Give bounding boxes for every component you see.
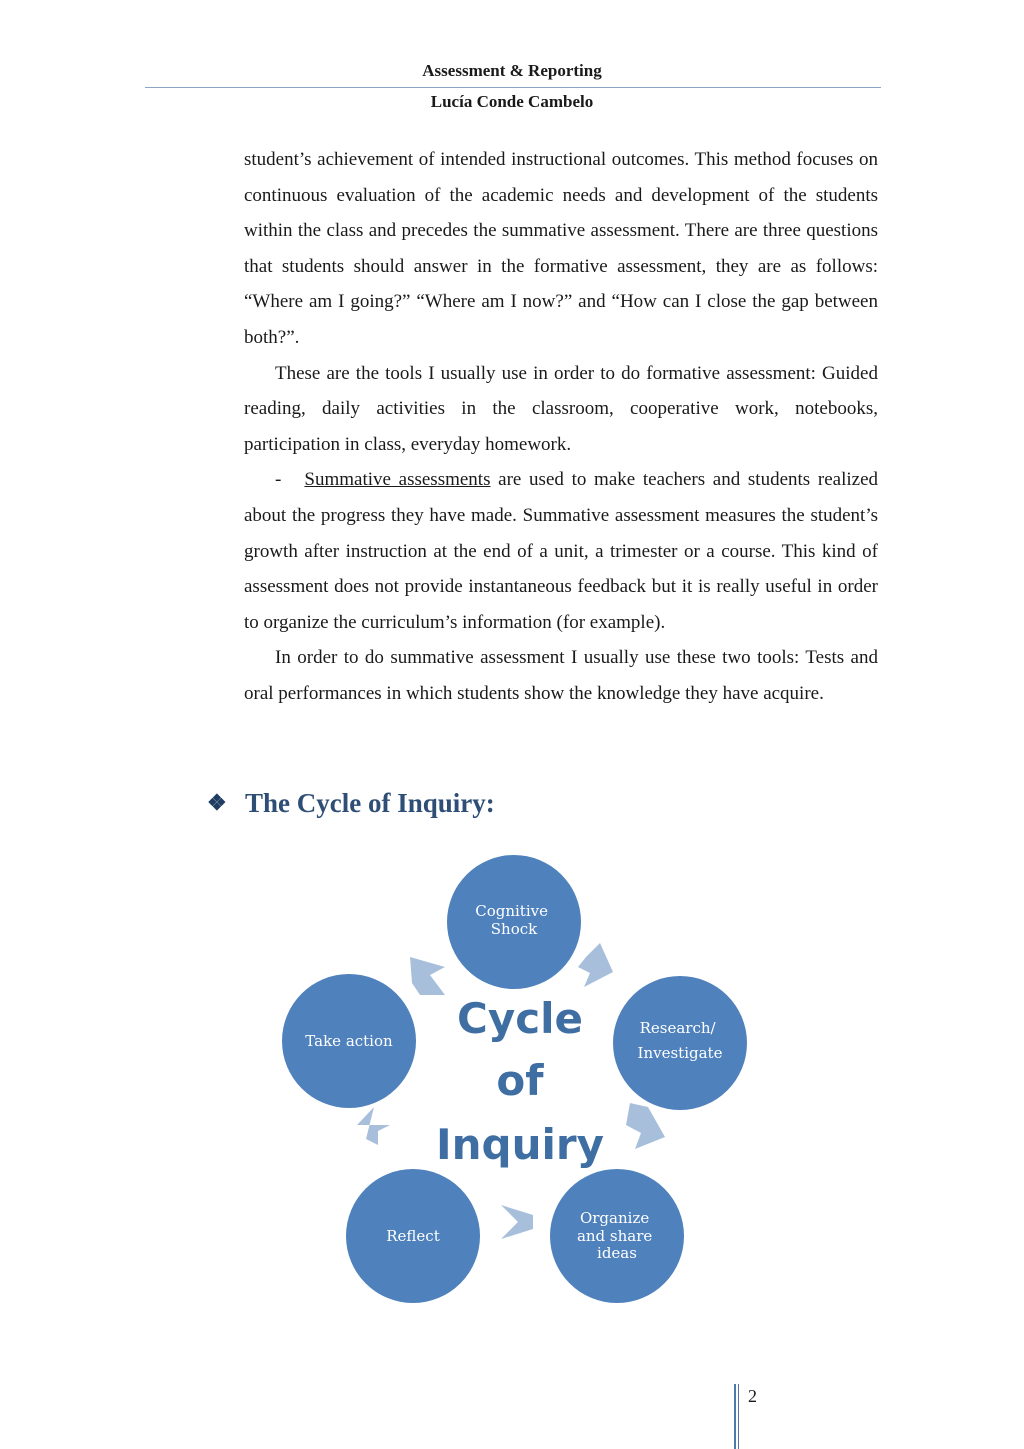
- arrow-icon: [357, 1107, 390, 1145]
- node-research-investigate: Research/ Investigate: [637, 1019, 723, 1062]
- page-number: 2: [748, 1386, 757, 1406]
- body-text: [244, 142, 878, 712]
- center-title-line1: Cycle: [457, 994, 583, 1043]
- paragraph-formative: student’s achievement of intended instructional outcomes. This method focuses on continuous evaluation of the academic needs and development of the students within the class and precedes the summative assessment. There are three questions that students should answer in the formative assessment, they are as follows: “Where am I going?” “Where am I now?” and “How can I close the gap between both?”.: [244, 149, 878, 348]
- node-take-action: Take action: [305, 1032, 393, 1050]
- page-number-bar-thin: [738, 1384, 739, 1449]
- arrow-icon: [410, 957, 445, 995]
- paragraph-formative-tools: These are the tools I usually use in order to do formative assessment: Guided reading, daily activities in the classroom, cooperative work, notebooks, participation in class, everyday homework.: [244, 362, 878, 455]
- center-title-line3: Inquiry: [436, 1120, 604, 1169]
- node-reflect: Reflect: [386, 1227, 440, 1245]
- node-circle: [613, 976, 747, 1110]
- cycle-diagram: [270, 845, 770, 1315]
- section-title: The Cycle of Inquiry:: [245, 788, 495, 818]
- header-rule: [145, 87, 881, 88]
- arrow-icon: [626, 1103, 665, 1149]
- list-dash: -: [275, 469, 282, 491]
- node-organize-share: Organize and share ideas: [576, 1209, 653, 1262]
- arrow-icon: [578, 943, 613, 987]
- header-author: Lucía Conde Cambelo: [430, 92, 594, 111]
- paragraph-summative: [244, 462, 878, 640]
- paragraph-summative-tools: In order to do summative assessment I usually use these two tools: Tests and oral performances in which students show the knowledge they have acquire.: [244, 647, 878, 704]
- page-number-bar: [734, 1384, 736, 1449]
- arrow-icon: [501, 1205, 533, 1239]
- node-cognitive-shock: Cognitive Shock: [475, 902, 548, 938]
- section-heading: [207, 788, 495, 819]
- diamond-bullet-icon: ❖: [207, 790, 227, 815]
- header-title: Assessment & Reporting: [422, 61, 602, 80]
- center-title-line2: of: [496, 1056, 544, 1105]
- summative-description: are used to make teachers and students realized about the progress they have made. Summative assessment measures the student’s growth after instruction at the end of a unit, a trimester or a course. This kind of assessment does not provide instantaneous feedback but it is really useful in order to organize the curriculum’s information (for example).: [244, 469, 879, 633]
- summative-term: Summative assessments: [304, 469, 491, 491]
